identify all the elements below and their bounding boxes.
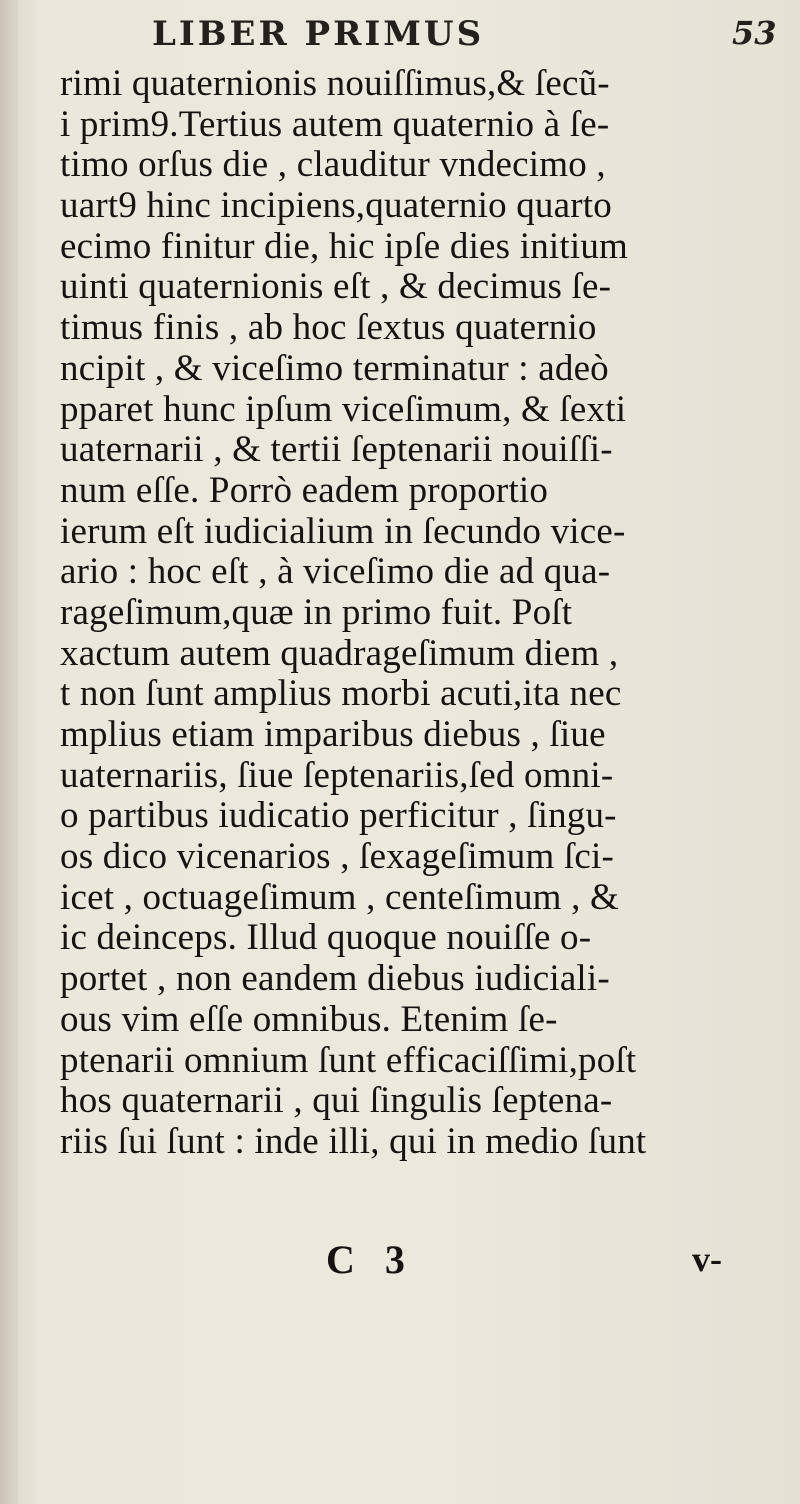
text-line: xactum autem quadrageſimum diem , [60,633,619,674]
text-line: ic deinceps. Illud quoque nouiſſe o- [60,918,592,959]
text-line: ario : hoc eſt , à viceſimo die ad qua- [60,552,611,593]
text-line: ptenarii omnium ſunt efficaciſſimi,poſt [60,1040,637,1081]
text-line: pparet hunc ipſum viceſimum, & ſexti [60,389,627,430]
text-line: ous vim eſſe omnibus. Etenim ſe- [60,999,558,1040]
text-line: uaternariis, ſiue ſeptenariis,ſed omni- [60,755,614,796]
text-line: timus finis , ab hoc ſextus quaternio [60,308,597,349]
text-line: num eſſe. Porrò eadem proportio [60,470,549,511]
text-line: timo orſus die , clauditur vndecimo , [60,145,606,186]
page-number: 53 [732,14,777,52]
text-line: riis ſui ſunt : inde illi, qui in medio ſunt [60,1121,647,1162]
body-text [60,64,800,1163]
text-line: o partibus iudicatio perficitur , ſingu- [60,796,617,837]
catchword: v- [692,1239,722,1279]
text-line: ncipit , & viceſimo terminatur : adeò [60,348,609,389]
page-header [0,12,800,62]
text-line: ierum eſt iudicialium in ſecundo vice- [60,511,626,552]
text-line: icet , octuageſimum , centeſimum , & [60,877,619,918]
text-line: os dico vicenarios , ſexageſimum ſci- [60,837,615,878]
text-line: i prim9.Tertius autem quaternio à ſe- [60,104,610,145]
text-line: uart9 hinc incipiens,quaternio quarto [60,186,612,227]
page-footer [0,1236,800,1296]
text-line: rageſimum,quæ in primo fuit. Poſt [60,592,573,633]
text-line: rimi quaternionis nouiſſimus,& ſecũ- [60,64,610,104]
text-line: mplius etiam imparibus diebus , ſiue [60,715,606,755]
text-line: hos quaternarii , qui ſingulis ſeptena- [60,1081,613,1122]
running-title: LIBER PRIMUS [152,14,485,54]
signature-mark: C 3 [326,1237,415,1282]
text-line: ecimo finitur die, hic ipſe dies initium [60,226,629,267]
text-line: portet , non eandem diebus iudiciali- [60,959,610,1000]
text-line: uinti quaternionis eſt , & decimus ſe- [60,267,612,308]
text-line: t non ſunt amplius morbi acuti,ita nec [60,674,622,715]
text-line: uaternarii , & tertii ſeptenarii nouiſſi- [60,430,613,471]
